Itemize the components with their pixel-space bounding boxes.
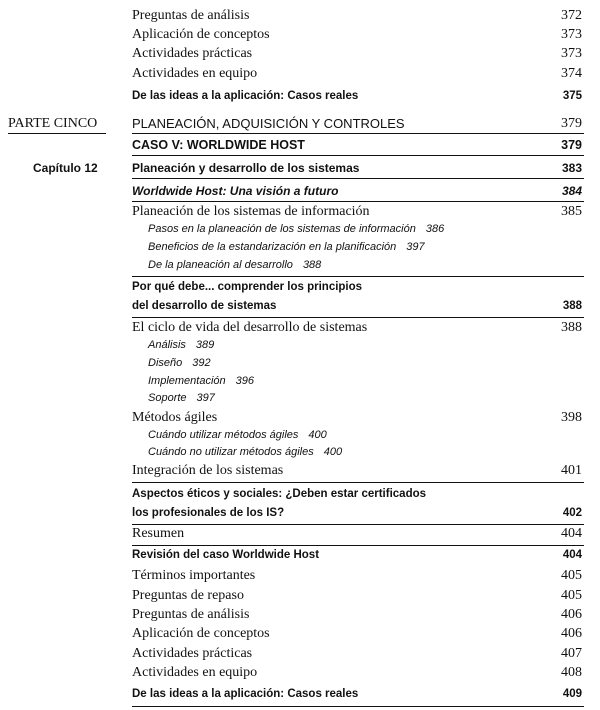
entry-title: Preguntas de repaso (132, 588, 244, 603)
toc-entry (0, 90, 600, 110)
entry-title: Preguntas de análisis (132, 8, 250, 23)
toc-entry (0, 568, 600, 588)
entry-page: 407 (561, 646, 582, 661)
feature-page: 384 (561, 184, 582, 198)
section-entry (0, 204, 600, 224)
summary-underline (132, 545, 584, 546)
subsection-entry (0, 339, 600, 359)
entry-title: Actividades en equipo (132, 665, 258, 680)
summary-entry (0, 526, 600, 546)
toc-entry (0, 626, 600, 646)
section-title: Integración de los sistemas (132, 463, 284, 478)
final-page: 409 (562, 688, 582, 700)
case-title: CASO V: WORLDWIDE HOST (132, 138, 305, 152)
ethics-title-line2: los profesionales de los IS? (132, 507, 285, 519)
review-entry (0, 549, 600, 569)
section-entry (0, 410, 600, 430)
subsection-page: 389 (195, 339, 215, 351)
toc-entry (0, 8, 600, 28)
toc-entry (0, 588, 600, 608)
ethics-page: 402 (562, 507, 582, 519)
section-page: 385 (561, 204, 582, 219)
toc-entry (0, 66, 600, 86)
subsection-title: Diseño (148, 357, 183, 369)
subsection-page: 397 (406, 241, 425, 253)
why-page: 388 (562, 300, 582, 312)
feature-underline (132, 201, 584, 202)
section-title: El ciclo de vida del desarrollo de sistemas (132, 320, 368, 335)
summary-page: 404 (561, 526, 582, 541)
entry-title: Preguntas de análisis (132, 607, 250, 622)
subsection-title: Soporte (148, 392, 187, 404)
subsection-title: Análisis (148, 339, 186, 351)
part-title: PLANEACIÓN, ADQUISICIÓN Y CONTROLES (132, 116, 405, 131)
toc-entry (0, 646, 600, 666)
entry-title: Actividades prácticas (132, 46, 253, 61)
subsection-page: 397 (196, 392, 215, 404)
subsection-title: De la planeación al desarrollo (148, 259, 293, 271)
chapter-page: 383 (561, 161, 582, 175)
entry-page: 373 (561, 46, 582, 61)
subsection-page: 400 (308, 429, 327, 441)
section-divider (132, 482, 584, 483)
feature-title: Worldwide Host: Una visión a futuro (132, 184, 339, 198)
section-page: 398 (561, 410, 582, 425)
toc-entry (0, 665, 600, 685)
why-title-line2: del desarrollo de sistemas (132, 300, 277, 312)
entry-page: 373 (561, 27, 582, 42)
entry-title: Actividades prácticas (132, 646, 253, 661)
section-page: 401 (561, 463, 582, 478)
part-page: 379 (561, 116, 582, 131)
part-label-underline (8, 133, 106, 134)
subsection-page: 388 (302, 259, 322, 271)
subsection-page: 392 (192, 357, 211, 369)
entry-title: Aplicación de conceptos (132, 27, 270, 42)
ethics-entry-line1 (0, 488, 600, 508)
subsection-entry (0, 357, 600, 377)
section-divider (132, 276, 584, 277)
entry-title: Aplicación de conceptos (132, 626, 270, 641)
entry-title: Términos importantes (132, 568, 256, 583)
subsection-entry (0, 223, 600, 243)
entry-page: 406 (561, 626, 582, 641)
entry-page: 405 (561, 568, 582, 583)
entry-page: 406 (561, 607, 582, 622)
subsection-title: Beneficios de la estandarización en la planificación (148, 241, 397, 253)
subsection-title: Implementación (148, 375, 226, 387)
subsection-page: 400 (323, 446, 343, 458)
subsection-title: Pasos en la planeación de los sistemas de información (148, 223, 416, 235)
section-title: Métodos ágiles (132, 410, 218, 425)
subsection-page: 386 (425, 223, 445, 235)
entry-page: 408 (561, 665, 582, 680)
entry-page: 375 (562, 90, 582, 102)
section-page: 388 (561, 320, 582, 335)
part-title-underline (132, 133, 584, 134)
section-title: Planeación de los sistemas de información (132, 204, 370, 219)
chapter-title: Planeación y desarrollo de los sistemas (132, 161, 360, 175)
ethics-underline (132, 524, 584, 525)
entry-title: De las ideas a la aplicación: Casos reales (132, 90, 359, 102)
case-page: 379 (561, 138, 582, 152)
subsection-entry (0, 241, 600, 261)
final-title: De las ideas a la aplicación: Casos reales (132, 688, 359, 700)
why-underline (132, 317, 584, 318)
review-title: Revisión del caso Worldwide Host (132, 549, 320, 561)
entry-page: 374 (561, 66, 582, 81)
review-page: 404 (562, 549, 582, 561)
toc-entry (0, 27, 600, 47)
section-entry (0, 463, 600, 483)
chapter-underline (132, 178, 584, 179)
subsection-title: Cuándo utilizar métodos ágiles (148, 429, 299, 441)
chapter-label: Capítulo 12 (33, 161, 98, 175)
why-title-line1: Por qué debe... comprender los principios (132, 281, 363, 293)
ethics-title-line1: Aspectos éticos y sociales: ¿Deben estar certificados (132, 488, 427, 500)
entry-page: 405 (561, 588, 582, 603)
final-entry (0, 688, 600, 708)
subsection-page: 396 (235, 375, 255, 387)
part-label: PARTE CINCO (8, 116, 98, 131)
summary-title: Resumen (132, 526, 185, 541)
subsection-title: Cuándo no utilizar métodos ágiles (148, 446, 314, 458)
toc-entry (0, 607, 600, 627)
why-entry-line1 (0, 281, 600, 301)
toc-entry (0, 46, 600, 66)
case-underline (132, 155, 584, 156)
section-entry (0, 320, 600, 340)
final-underline (132, 706, 584, 707)
entry-title: Actividades en equipo (132, 66, 258, 81)
entry-page: 372 (561, 8, 582, 23)
subsection-entry (0, 392, 600, 412)
